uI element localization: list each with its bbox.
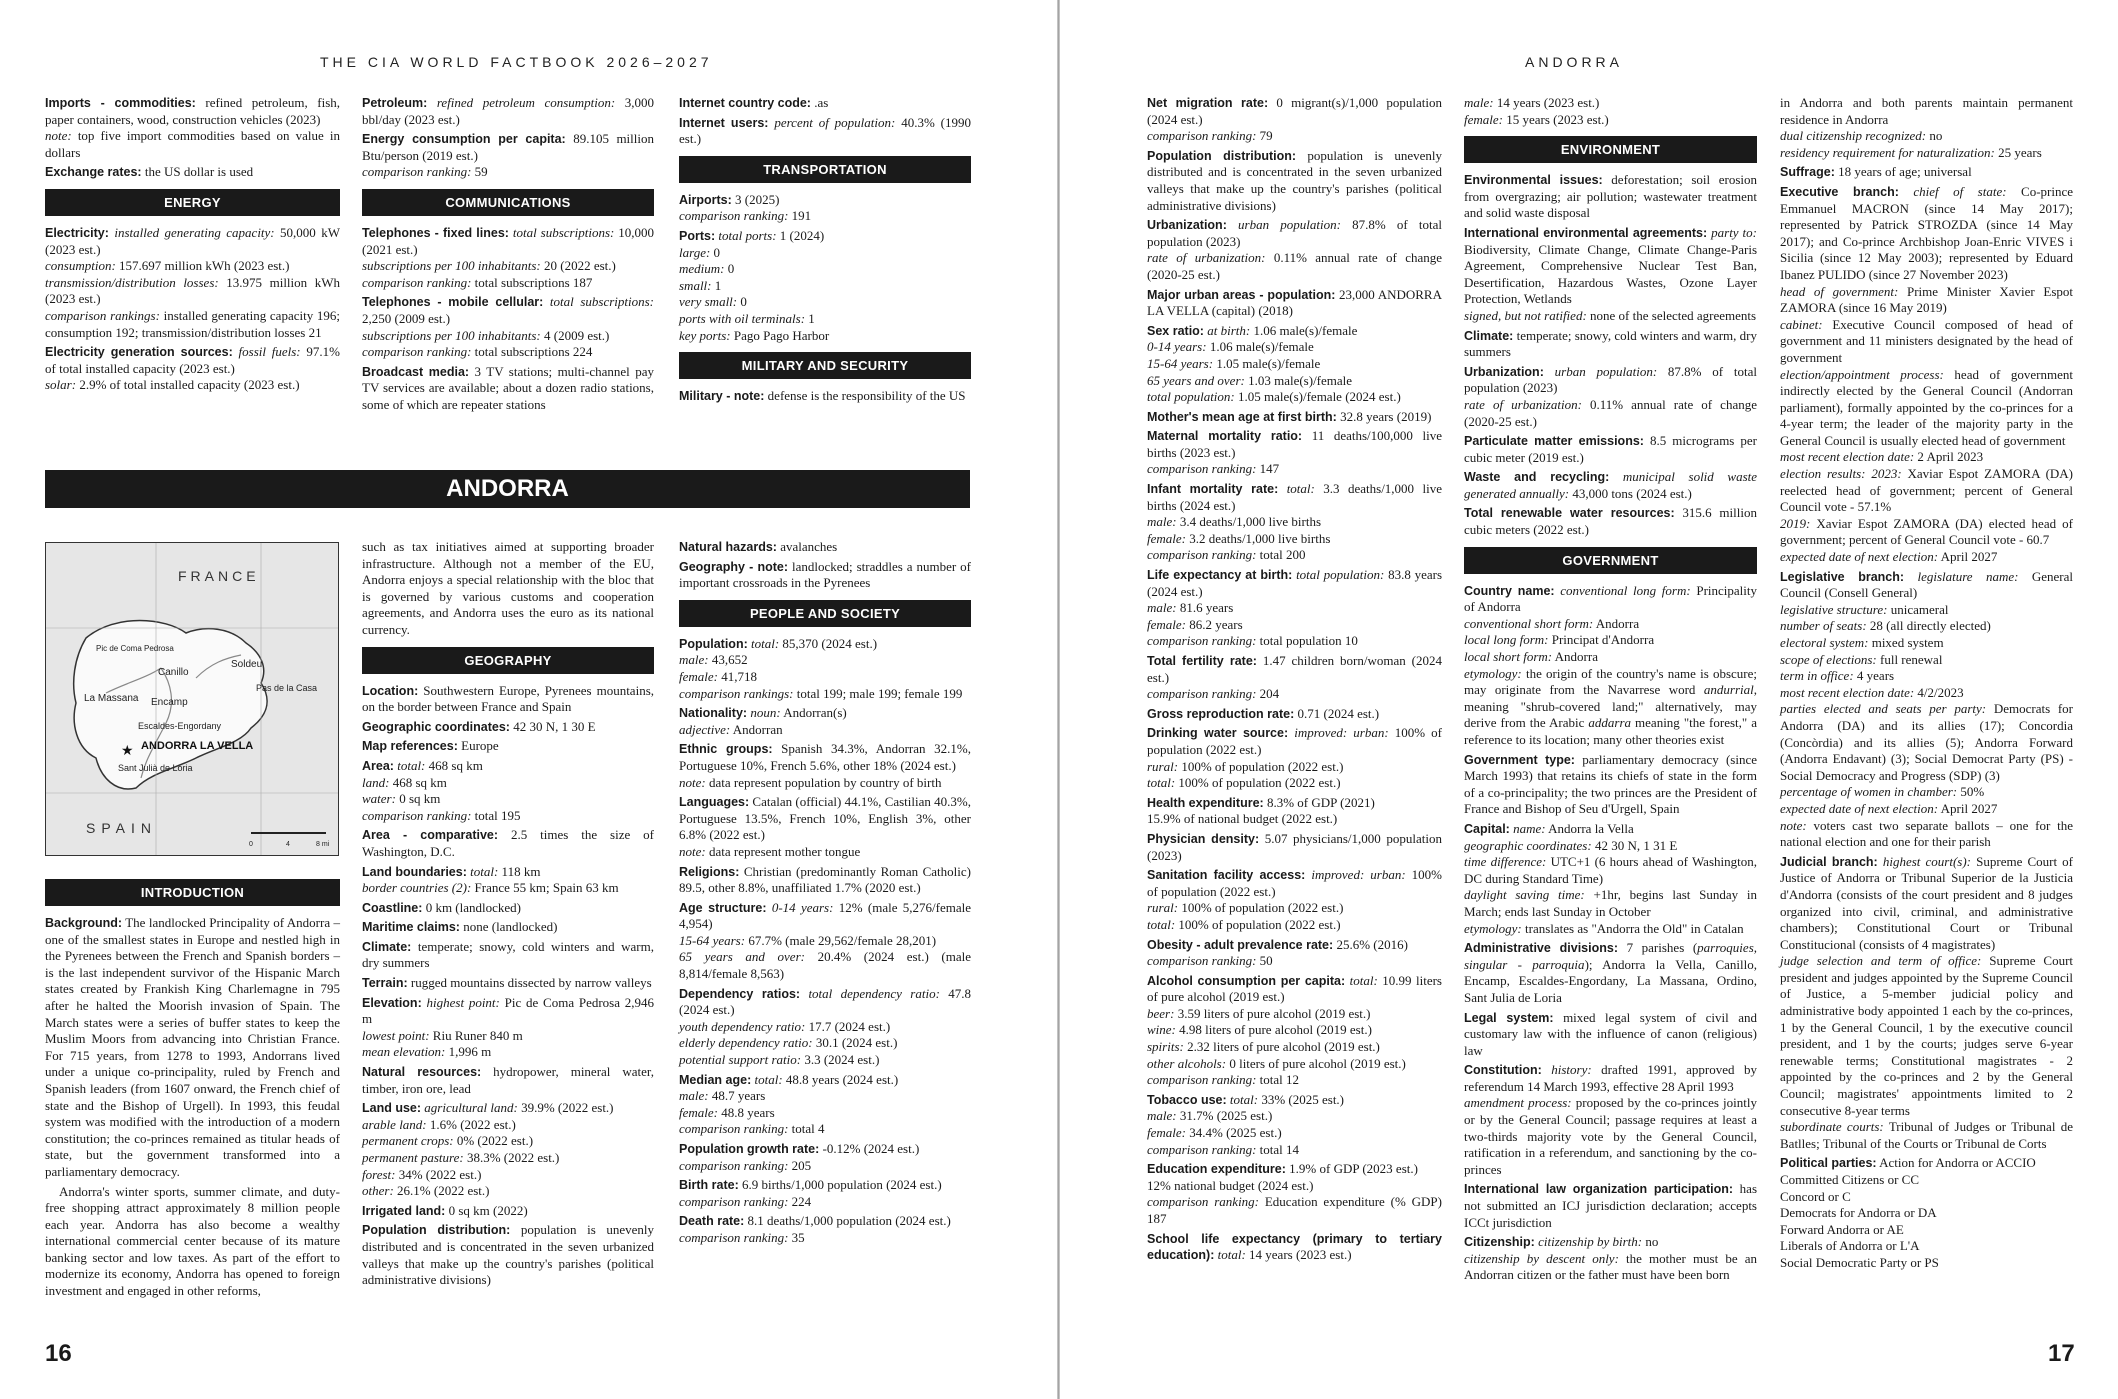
left-top-col-1: Imports - commodities: refined petroleum, fish, paper containers, wood, construction vehicles (2023) note: top five import commodities based on value in dollars Exchange rates: the US dollar is used ENERGY Electricity: installed generating capacity: 50,000 kW (2023 est.) consumption: 157.697 million kWh (2023 est.) transmission/distribution losses: 13.975 million kWh (2023 est.) comparison rankings: installed generating capacity 196; consumption 192; transmission/distribution losses 21 Electricity generation sources: fossil fuels: 97.1% of total installed capacity (2023 est.) solar: 2.9% of total installed capacity (2023 est.) — [45, 95, 341, 393]
section-government: GOVERNMENT — [1464, 547, 1757, 574]
map-label-pas-de-la-casa: Pas de la Casa — [256, 683, 318, 693]
country-banner: ANDORRA — [45, 470, 970, 508]
andorra-map — [45, 542, 339, 856]
map-label-encamp: Encamp — [151, 697, 188, 708]
right-col-3: in Andorra and both parents maintain permanent residence in Andorra dual citizenship recognized: no residency requirement for naturalization: 25 years Suffrage: 18 years of age; universal Executive branch: chief of state: Co-prince Emmanuel MACRON (since 14 May 2017); represented by Patrick STROZDA (since 14 May 2017); and Co-prince Archbishop Joan-Enric VIVES i Sicilia (since 12 May 2003); represented by Eduard Ibanez PULIDO (since 27 November 2023) head of government: Prime Minister Xavier Espot ZAMORA (since 16 May 2019) cabinet: Executive Council composed of head of government and 11 ministers designated by the head of government election/appointment process: head of government indirectly elected by the General Council (Andorran parliament), formally appointed by the co-princes for a 4-year term; the leader of the majority party in the General Council is usually elected head of government most recent election date: 2 April 2023 election results: 2023: Xaviar Espot ZAMORA (DA) reelected head of government; percent of General Council vote - 57.1% 2019: Xaviar Espot ZAMORA (DA) elected head of government; percent of General Council vote - 60.7 expected date of next election: April 2027 Legislative branch: legislature name: General Council (Consell General) legislative structure: unicameral number of seats: 28 (all directly elected) electoral system: mixed system scope of elections: full renewal term in office: 4 years most recent election date: 4/2/2023 parties elected and seats per party: Democrats for Andorra (DA) and its allies (17); Concordia (Concòrdia) and its allies (5); Andorra Forward (Andorra Endavant) (3); Social Democrat Party (PS) - Social Democracy and Progress (SDP) (3) percentage of women in chamber: 50% expected date of next election: April 2027 note: voters cast two separate ballots – one for the national election and one for their parish Judicial branch: highest court(s): Supreme Court of Justice of Andorra or Tribunal Superior de la Justicia d'Andorra (consists of the court president and 8 judges organized into civil, criminal, and administrative chambers); Constitutional Court or Tribunal Constitucional (consists of 4 magistrates) judge selection and term of office: Supreme Court president and judges appointed by the Supreme Council of Justice, a 5-member judicial policy and administrative body appointed 1 each by the co-princes, 1 by the General Council, 1 by the executive council president, and 1 by the courts; judges serve 6-year renewable terms; Constitutional magistrates - 2 appointed by the co-princes and 2 by the General Council; magistrates' appointments limited to 2 consecutive 8-year terms subordinate courts: Tribunal of Judges or Tribunal de Batlles; Tribunal of the Courts or Tribunal de Corts Political parties: Action for Andorra or ACCIO Committed Citizens or CC Concord or C Democrats for Andorra or DA Forward Andorra or AE Liberals of Andorra or L'A Social Democratic Party or PS — [1780, 95, 2074, 1270]
left-top-col-2: Petroleum: refined petroleum consumption: 3,000 bbl/day (2023 est.) Energy consumption per capita: 89.105 million Btu/person (2019 est.) comparison ranking: 59 COMMUNICATIONS Telephones - fixed lines: total subscriptions: 10,000 (2021 est.) subscriptions per 100 inhabitants: 20 (2022 est.) comparison ranking: total subscriptions 187 Telephones - mobile cellular: total subscriptions: 2,250 (2009 est.) subscriptions per 100 inhabitants: 4 (2009 est.) comparison ranking: total subscriptions 224 Broadcast media: 3 TV stations; multi-channel pay TV services are available; about a dozen radio stations, some of which are repeater stations — [362, 95, 655, 412]
section-transportation: TRANSPORTATION — [679, 156, 971, 183]
page-number-left: 16 — [45, 1340, 72, 1367]
left-bottom-col-3: Natural hazards: avalanches Geography - note: landlocked; straddles a number of important crossroads in the Pyrenees PEOPLE AND SOCIETY Population: total: 85,370 (2024 est.) male: 43,652 female: 41,718 comparison rankings: total 199; male 199; female 199 Nationality: noun: Andorran(s) adjective: Andorran Ethnic groups: Spanish 34.3%, Andorran 32.1%, Portuguese 10%, French 5.6%, other 18% (2024 est.) note: data represent population by country of birth Languages: Catalan (official) 44.1%, Castilian 40.3%, Portuguese 13.5%, French 10%, English 3%, other 6.8% (2022 est.) note: data represent mother tongue Religions: Christian (predominantly Roman Catholic) 89.5, other 8.8%, unaffiliated 1.7% (2020 est.) Age structure: 0-14 years: 12% (male 5,276/female 4,954) 15-64 years: 67.7% (male 29,562/female 28,201) 65 years and over: 20.4% (2024 est.) (male 8,814/female 8,563) Dependency ratios: total dependency ratio: 47.8 (2024 est.) youth dependency ratio: 17.7 (2024 est.) elderly dependency ratio: 30.1 (2024 est.) potential support ratio: 3.3 (2024 est.) Median age: total: 48.8 years (2024 est.) male: 48.7 years female: 48.8 years comparison ranking: total 4 Population growth rate: -0.12% (2024 est.) comparison ranking: 205 Birth rate: 6.9 births/1,000 population (2024 est.) comparison ranking: 224 Death rate: 8.1 deaths/1,000 population (2024 est.) comparison ranking: 35 — [679, 539, 971, 1245]
map-label-escaldes: Escaldes-Engordany — [138, 721, 222, 731]
running-header-left: THE CIA WORLD FACTBOOK 2026–2027 — [320, 54, 713, 70]
right-col-1: Net migration rate: 0 migrant(s)/1,000 population (2024 est.) comparison ranking: 79 Population distribution: population is unevenly distributed and is concentrated in the seven urbanized valleys that make up the country's parishes (political administrative divisions) Urbanization: urban population: 87.8% of total population (2023) rate of urbanization: 0.11% annual rate of change (2020-25 est.) Major urban areas - population: 23,000 ANDORRA LA VELLA (capital) (2018) Sex ratio: at birth: 1.06 male(s)/female 0-14 years: 1.06 male(s)/female 15-64 years: 1.05 male(s)/female 65 years and over: 1.03 male(s)/female total population: 1.05 male(s)/female (2024 est.) Mother's mean age at first birth: 32.8 years (2019) Maternal mortality ratio: 11 deaths/100,000 live births (2023 est.) comparison ranking: 147 Infant mortality rate: total: 3.3 deaths/1,000 live births (2024 est.) male: 3.4 deaths/1,000 live births female: 3.2 deaths/1,000 live births comparison ranking: total 200 Life expectancy at birth: total population: 83.8 years (2024 est.) male: 81.6 years female: 86.2 years comparison ranking: total population 10 Total fertility rate: 1.47 children born/woman (2024 est.) comparison ranking: 204 Gross reproduction rate: 0.71 (2024 est.) Drinking water source: improved: urban: 100% of population (2022 est.) rural: 100% of population (2022 est.) total: 100% of population (2022 est.) Health expenditure: 8.3% of GDP (2021) 15.9% of national budget (2022 est.) Physician density: 5.07 physicians/1,000 population (2023) Sanitation facility access: improved: urban: 100% of population (2022 est.) rural: 100% of population (2022 est.) total: 100% of population (2022 est.) Obesity - adult prevalence rate: 25.6% (2016) comparison ranking: 50 Alcohol consumption per capita: total: 10.99 liters of pure alcohol (2019 est.) beer: 3.59 liters of pure alcohol (2019 est.) wine: 4.98 liters of pure alcohol (2019 est.) spirits: 2.32 liters of pure alcohol (2019 est.) other alcohols: 0 liters of pure alcohol (2019 est.) comparison ranking: total 12 Tobacco use: total: 33% (2025 est.) male: 31.7% (2025 est.) female: 34.4% (2025 est.) comparison ranking: total 14 Education expenditure: 1.9% of GDP (2023 est.) 12% national budget (2024 est.) comparison ranking: Education expenditure (% GDP) 187 School life expectancy (primary to tertiary education): total: 14 years (2023 est.) — [1147, 95, 1443, 1263]
left-bottom-col-1: INTRODUCTION Background: The landlocked Principality of Andorra – one of the smallest states in Europe and nestled high in the Pyrenees between the French and Spanish borders – is the last independent survivor of the Hispanic March states created by Frankish King Charlemagne in 795 after he halted the Moorish invasion of Spain. The March states were a series of buffer states to keep the Muslim Moors from advancing into Christian France. For 715 years, from 1278 to 1993, Andorrans lived under a unique co-principality, ruled by French and Spanish leaders (from 1607 onward, the French chief of state and the Bishop of Urgell). In 1993, this feudal system was modified with the introduction of a modern constitution; the co-princes remained as titular heads of state, but the government transformed into a parliamentary democracy. Andorra's winter sports, summer climate, and duty-free shopping attract approximately 8 million people each year. Andorra has also become a wealthy international commercial center because of its mature banking sector and low taxes. As part of the effort to modernize its economy, Andorra has opened to foreign investment and engaged in other reforms, — [45, 879, 340, 1303]
section-energy: ENERGY — [45, 189, 340, 216]
map-label-capital: ANDORRA LA VELLA — [141, 740, 254, 752]
running-header-right: ANDORRA — [1525, 54, 1624, 70]
section-military: MILITARY AND SECURITY — [679, 352, 971, 379]
section-people: PEOPLE AND SOCIETY — [679, 600, 971, 627]
map-label-soldeu: Soldeu — [231, 659, 263, 670]
map-label-canillo: Canillo — [158, 667, 189, 678]
map-label-sant-julia: Sant Julià de Lòria — [118, 763, 193, 773]
map-label-spain: SPAIN — [86, 820, 157, 836]
map-label-france: FRANCE — [178, 568, 260, 584]
section-environment: ENVIRONMENT — [1464, 136, 1757, 163]
page-number-right: 17 — [2048, 1340, 2075, 1367]
capital-star-icon: ★ — [121, 743, 134, 759]
left-bottom-col-2: such as tax initiatives aimed at supporting broader infrastructure. Although not a member of the EU, Andorra enjoys a special relationship with the bloc that is governed by various customs and cooperation agreements, and Andorra uses the euro as its national currency. GEOGRAPHY Location: Southwestern Europe, Pyrenees mountains, on the border between France and Spain Geographic coordinates: 42 30 N, 1 30 E Map references: Europe Area: total: 468 sq km land: 468 sq km water: 0 sq km comparison ranking: total 195 Area - comparative: 2.5 times the size of Washington, D.C. Land boundaries: total: 118 km border countries (2): France 55 km; Spain 63 km Coastline: 0 km (landlocked) Maritime claims: none (landlocked) Climate: temperate; snowy, cold winters and warm, dry summers Terrain: rugged mountains dissected by narrow valleys Elevation: highest point: Pic de Coma Pedrosa 2,946 m lowest point: Riu Runer 840 m mean elevation: 1,996 m Natural resources: hydropower, mineral water, timber, iron ore, lead Land use: agricultural land: 39.9% (2022 est.) arable land: 1.6% (2022 est.) permanent crops: 0% (2022 est.) permanent pasture: 38.3% (2022 est.) forest: 34% (2022 est.) other: 26.1% (2022 est.) Irrigated land: 0 sq km (2022) Population distribution: population is unevenly distributed and is concentrated in the seven urbanized valleys that make up the country's parishes (political administrative divisions) — [362, 539, 655, 1288]
map-label-coma-pedrosa: Pic de Coma Pedrosa — [96, 644, 174, 653]
page-gutter — [1057, 0, 1060, 1399]
section-communications: COMMUNICATIONS — [362, 189, 654, 216]
scale-8: 8 mi — [316, 841, 330, 848]
section-introduction: INTRODUCTION — [45, 879, 340, 906]
left-top-col-3: Internet country code: .as Internet users: percent of population: 40.3% (1990 est.) TRANSPORTATION Airports: 3 (2025) comparison ranking: 191 Ports: total ports: 1 (2024) large: 0 medium: 0 small: 1 very small: 0 ports with oil terminals: 1 key ports: Pago Pago Harbor MILITARY AND SECURITY Military - note: defense is the responsibility of the US — [679, 95, 971, 404]
map-label-la-massana: La Massana — [84, 693, 139, 704]
section-geography: GEOGRAPHY — [362, 647, 654, 674]
scale-4: 4 — [286, 841, 290, 848]
right-col-2: male: 14 years (2023 est.) female: 15 years (2023 est.) ENVIRONMENT Environmental issues: deforestation; soil erosion from overgrazing; air pollution; wastewater treatment and solid waste disposal International environmental agreements: party to: Biodiversity, Climate Change, Climate Change-Paris Agreement, Comprehensive Nuclear Test Ban, Desertification, Hazardous Wastes, Ozone Layer Protection, Wetlands signed, but not ratified: none of the selected agreements Climate: temperate; snowy, cold winters and warm, dry summers Urbanization: urban population: 87.8% of total population (2023) rate of urbanization: 0.11% annual rate of change (2020-25 est.) Particulate matter emissions: 8.5 micrograms per cubic meter (2019 est.) Waste and recycling: municipal solid waste generated annually: 43,000 tons (2024 est.) Total renewable water resources: 315.6 million cubic meters (2022 est.) GOVERNMENT Country name: conventional long form: Principality of Andorra conventional short form: Andorra local long form: Principat d'Andorra local short form: Andorra etymology: the origin of the country's name is obscure; may originate from the Navarrese word andurrial, meaning "shrub-covered land;" alternatively, may derive from the Arabic addarra meaning "the forest," a reference to its location; many other theories exist Government type: parliamentary democracy (since March 1993) that retains its chiefs of state in the form of a co-principality; the two princes are the President of France and Bishop of Seu d'Urgell, Spain Capital: name: Andorra la Vella geographic coordinates: 42 30 N, 1 31 E time difference: UTC+1 (6 hours ahead of Washington, DC during Standard Time) daylight saving time: +1hr, begins last Sunday in March; ends last Sunday in October etymology: translates as "Andorra the Old" in Catalan Administrative divisions: 7 parishes (parroquies, singular - parroquia); Andorra la Vella, Canillo, Encamp, Escaldes-Engordany, La Massana, Ordino, Sant Julia de Loria Legal system: mixed legal system of civil and customary law with the influence of canon (religious) law Constitution: history: drafted 1991, approved by referendum 14 March 1993, effective 28 April 1993 amendment process: proposed by the co-princes jointly or by the General Council; passage requires at least a two-thirds majority vote by the General Council, ratification in a referendum, and sanctioning by the co-princes International law organization participation: has not submitted an ICJ jurisdiction declaration; accepts ICCt jurisdiction Citizenship: citizenship by birth: no citizenship by descent only: the mother must be an Andorran citizen or the father must have been born — [1464, 95, 1758, 1283]
scale-0: 0 — [249, 841, 253, 848]
